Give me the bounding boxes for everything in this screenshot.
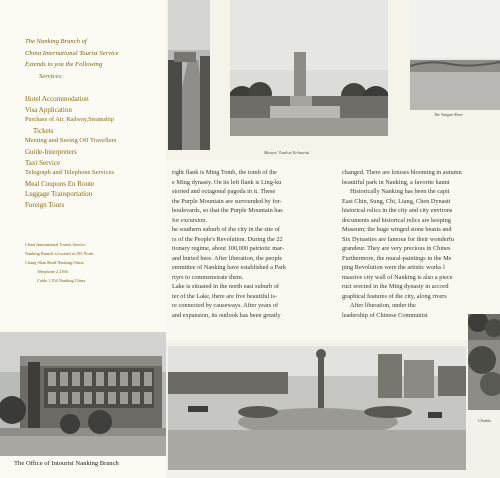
photo-strip [166, 0, 500, 160]
text-line: ter of the Lake, there are five beautiful is- [172, 292, 278, 300]
text-line: ping Revolution were the artistic works l [342, 264, 445, 271]
text-line: documents and historical relics are keeping [342, 216, 451, 224]
text-line: tionary regime, about 100,000 patriotic mar- [172, 245, 284, 252]
text-line: Six Dynasties are famous for their wonderfu [342, 235, 454, 243]
left-panel [0, 0, 166, 478]
climbing-caption: Climbin [478, 418, 491, 423]
text-line: Furthermore, the mural-paintings in the Me [342, 254, 452, 262]
river-caption: The Yangtze River [434, 112, 463, 117]
mountain-photo [468, 314, 500, 340]
middle-text-column [172, 168, 330, 320]
avenue-photo [168, 0, 210, 150]
service-item: Foreign Tours [25, 200, 65, 209]
service-item: Visa Application [25, 105, 72, 114]
text-line: Lake is situated in the north east suburb of [172, 283, 280, 290]
contact-line: Telephone 2 2166 [37, 269, 68, 274]
text-line: grandeur. They are very precious in Chines [342, 245, 451, 252]
text-line: massive city wall of Nanking is also a piece [342, 273, 453, 281]
text-line: graphical features of the city, along rivers [342, 292, 447, 300]
service-item: Taxi Service [25, 158, 61, 167]
text-line: historical relics in the city and city environs [342, 207, 453, 214]
text-line: e Ming dynasty. On its left flank is Ling-ku [172, 178, 282, 186]
contact-line: Cable 1 354 Nanking China [37, 278, 85, 283]
text-line: Historically Nanking has been the capit [350, 188, 450, 195]
contact-line: China International Tourist Service [25, 242, 86, 247]
text-line: After liberation, under the [350, 302, 416, 309]
text-line: beautiful park in Nanking, a favorite haunt [342, 178, 450, 186]
monument-caption: Martyrs' Tomb at Yu-hua-tai [264, 150, 310, 155]
text-panel [166, 160, 500, 340]
bottom-strip [166, 340, 500, 478]
service-item: Luggage Transportation [25, 190, 93, 199]
text-line: storied and octagonal pagoda in it. These [172, 188, 276, 195]
text-line: rs of the People's Revolution. During the 22 [172, 235, 283, 243]
monument-photo [230, 0, 388, 136]
text-line: changed. There are lotuses blooming in autumn [342, 169, 462, 176]
intro-line: The Nanking Branch of [25, 38, 87, 45]
text-line: the Purple Mountain are surrounded by for- [172, 197, 282, 205]
river-photo [410, 0, 500, 110]
services-list [25, 94, 166, 211]
climbing-photo [468, 340, 500, 410]
text-line: rtyrs to commemorate them. [172, 273, 244, 281]
intro-line: Services: [39, 72, 64, 80]
service-item: Guide-Interpreters [25, 147, 77, 156]
intro-line: Extends to you the Following [25, 61, 103, 68]
text-line: he southern suburb of the city in the site of [172, 226, 280, 233]
service-item: Meal Coupons En Route [25, 179, 95, 188]
service-item: Purchase of Air, Railway,Steamship [25, 116, 114, 124]
text-line: ruct erected in the Ming dynasty in accord [342, 283, 449, 290]
text-line: boulevards, so that the Purple Mountain has [172, 207, 283, 214]
contact-block [25, 240, 165, 285]
service-item: Tickets [33, 126, 54, 135]
contact-line: Nanking Branch is located at 293 North [25, 251, 94, 256]
office-photo-caption: The Office of Intourist Nanking Branch [14, 460, 119, 467]
intro-heading [25, 36, 165, 82]
square-photo [168, 346, 466, 470]
text-line: re connected by causeways. After years of [172, 302, 279, 309]
text-line: for excursion. [172, 216, 207, 224]
text-line: East Chin, Sung, Chi, Liang, Chen Dynasti [342, 197, 451, 205]
right-text-column [342, 168, 498, 320]
service-item: Meeting and Seeing Off Travellers [25, 137, 117, 145]
text-line: right flank is Ming Tomb, the tomb of the [172, 169, 277, 176]
text-line: emmittee of Nanking have established a Park [172, 264, 287, 271]
text-line: and expansion, its outlook has been greatly [172, 311, 281, 319]
intro-line: China International Tourist Service [25, 49, 119, 57]
service-item: Hotel Accommodation [25, 95, 89, 103]
service-item: Telegraph and Telephone Services [25, 169, 115, 177]
text-line: leadership of Chinese Communist [342, 311, 428, 319]
office-photo [0, 332, 166, 456]
contact-line: Chung Shan Road Nanking,China [25, 260, 84, 265]
text-line: Museum; the huge winged stone beasts and [342, 226, 452, 233]
text-line: and buried here. After liberation, the people [172, 254, 283, 262]
